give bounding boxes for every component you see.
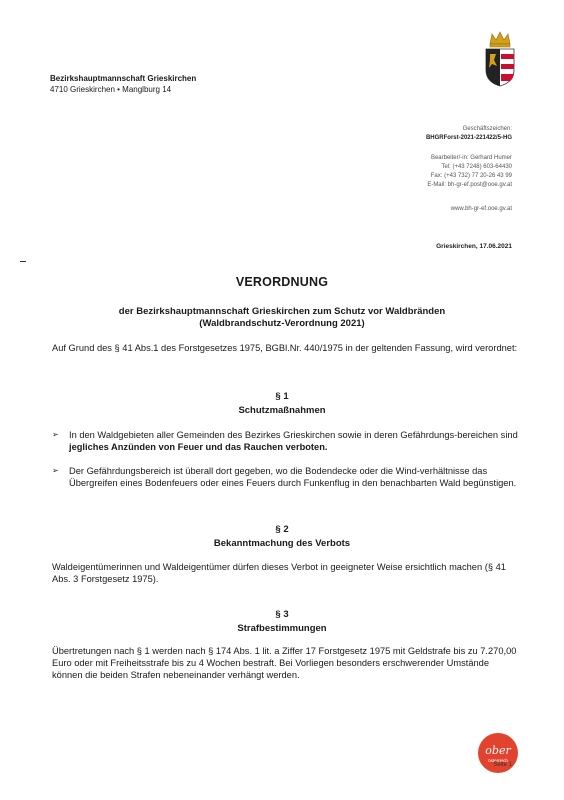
contact-line: Fax: (+43 732) 77 20-26 43 99 — [430, 173, 512, 179]
bullet-emphasis: jegliches Anzünden von Feuer und das Rauchen verboten. — [69, 442, 328, 452]
document-date: Grieskirchen, 17.06.2021 — [436, 243, 512, 250]
reference-label: Geschäftszeichen: — [462, 126, 512, 132]
contact-block — [427, 154, 512, 190]
reference-number: BHGRForst-2021-221422/5-HG — [425, 135, 512, 141]
arrow-bullet-icon: ➢ — [52, 430, 59, 439]
subtitle-line: (Waldbrandschutz-Verordnung 2021) — [199, 318, 365, 329]
contact-line: Tel: (+43 7248) 603-64430 — [441, 164, 512, 170]
logo-subtext: österreich — [488, 758, 508, 763]
logo-text: ober — [485, 744, 511, 757]
list-item — [52, 465, 520, 489]
section-paragraph: Waldeigentümerinnen und Waldeigentümer dürfen dieses Verbot in geeigneter Weise ersichtlich machen (§ 41 Abs. 3 Forstgesetz 1975). — [52, 562, 506, 584]
section-number: § 3 — [275, 609, 289, 620]
document-title: VERORDNUNG — [235, 275, 329, 289]
section-number: § 1 — [275, 391, 289, 402]
subtitle-line: der Bezirkshauptmannschaft Grieskirchen zum Schutz vor Waldbränden — [118, 306, 446, 317]
contact-line: Bearbeiter/-in: Gerhard Humer — [430, 155, 512, 161]
section-number: § 2 — [275, 524, 289, 535]
sender-name: Bezirkshauptmannschaft Grieskirchen — [50, 74, 197, 83]
document-subtitle — [40, 306, 524, 330]
website-url: www.bh-gr-ef.ooe.gv.at — [450, 206, 512, 212]
arrow-bullet-icon: ➢ — [52, 466, 59, 475]
intro-paragraph: Auf Grund des § 41 Abs.1 des Forstgesetzes 1975, BGBl.Nr. 440/1975 in der geltenden Fassung, wird verordnet: — [52, 343, 518, 353]
section-title: Bekanntmachung des Verbots — [213, 538, 351, 549]
section-title: Schutzmaßnahmen — [238, 405, 326, 416]
bullet-text: Der Gefährdungsbereich ist überall dort gegeben, wo die Bodendecke oder die Wind-verhältnisse das Übergreifen eines Bodenfeuers oder eines Feuers durch Funkenflug in den benachbarten Wald begünstigen. — [69, 466, 517, 488]
list-item — [52, 429, 520, 453]
bullet-text: In den Waldgebieten aller Gemeinden des Bezirkes Grieskirchen sowie in deren Gefährdungs-bereichen sind jegliches Anzünden von Feuer und das Rauchen verboten. — [69, 430, 518, 452]
sender-address: 4710 Grieskirchen • Manglburg 14 — [50, 85, 172, 94]
section-paragraph: Übertretungen nach § 1 werden nach § 174 Abs. 1 lit. a Ziffer 17 Forstgesetz 1975 mit Geldstrafe bis zu 7.270,00 Euro oder mit Freiheitsstrafe bis zu 4 Wochen bestraft. Bei Vorliegen besonders erschwerender Umstände können die beiden Strafen nebeneinander verhängt werden. — [52, 646, 517, 680]
section-title: Strafbestimmungen — [237, 623, 327, 634]
coat-of-arms-icon — [482, 30, 518, 88]
page-number: Seite 1 — [493, 762, 512, 768]
contact-line: E-Mail: bh-gr-ef.post@ooe.gv.at — [427, 182, 512, 188]
fold-mark — [20, 261, 26, 262]
